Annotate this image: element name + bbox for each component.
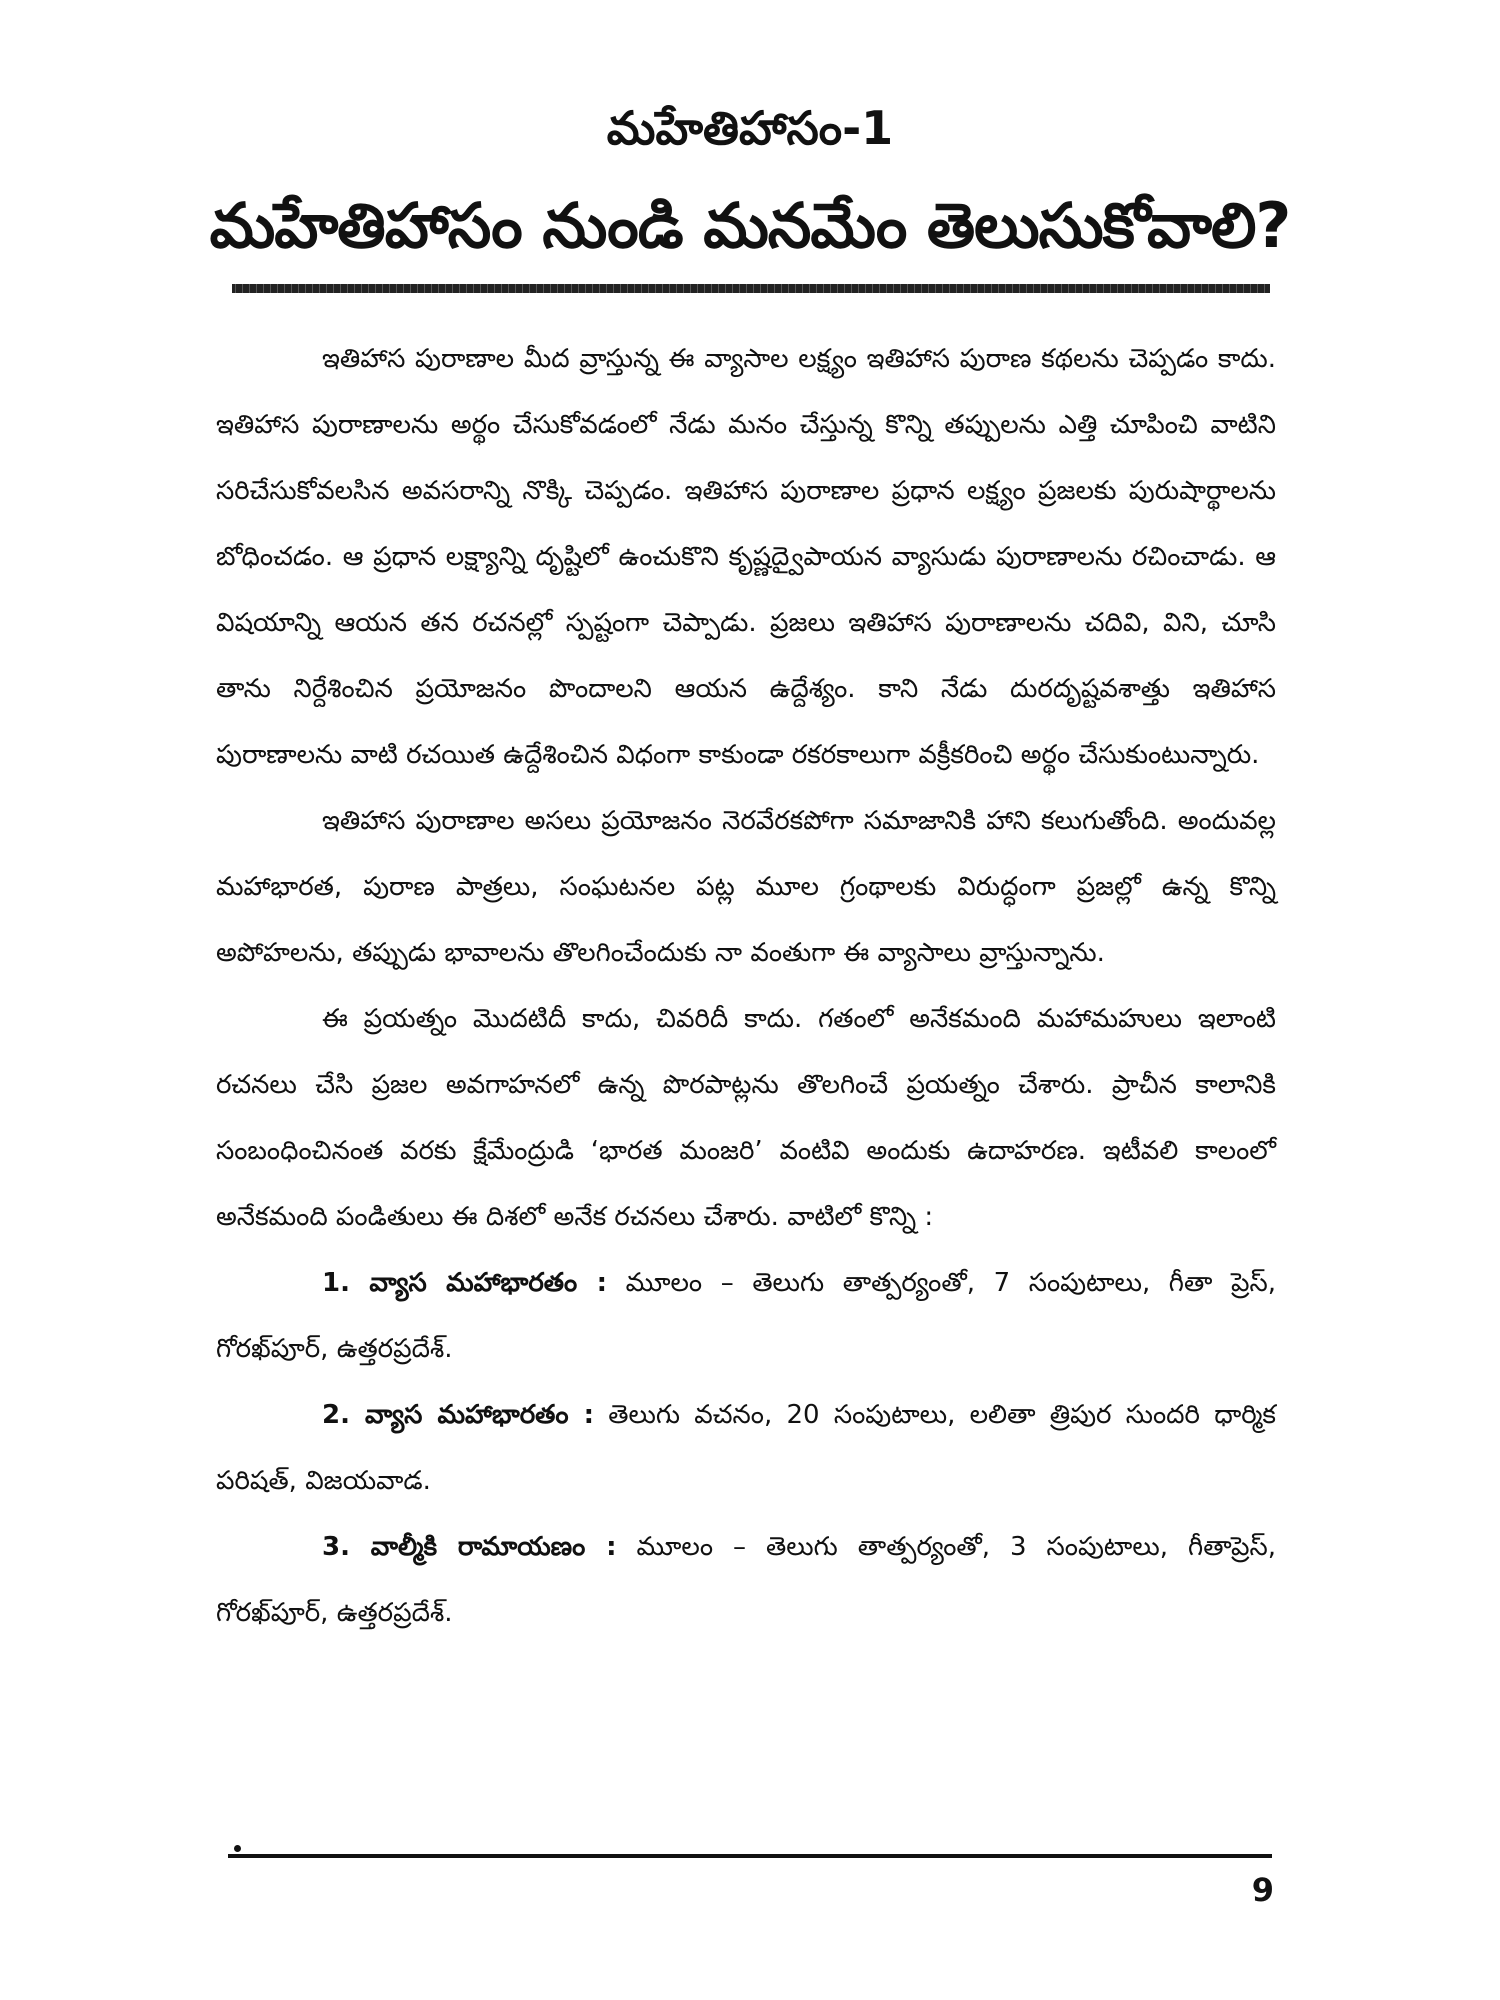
paragraph: ఈ ప్రయత్నం మొదటిదీ కాదు, చివరిదీ కాదు. గతంలో అనేకమంది మహామహులు ఇలాంటి రచనలు చేసి ప్రజల అవగాహనలో ఉన్న పొరపాట్లను తొలగించే ప్రయత్నం చేశారు. ప్రాచీన కాలానికి సంబంధించినంత వరకు క్షేమేంద్రుడి ‘భారత మంజరి’ వంటివి అందుకు ఉదాహరణ. ఇటీవలి కాలంలో అనేకమంది పండితులు ఈ దిశలో అనేక రచనలు చేశారు. వాటిలో కొన్ని : <box>216 1004 1276 1232</box>
reference-item <box>216 1250 1276 1382</box>
paragraph: ఇతిహాస పురాణాల మీద వ్రాస్తున్న ఈ వ్యాసాల లక్ష్యం ఇతిహాస పురాణ కథలను చెప్పడం కాదు. ఇతిహాస పురాణాలను అర్థం చేసుకోవడంలో నేడు మనం చేస్తున్న కొన్ని తప్పులను ఎత్తి చూపించి వాటిని సరిచేసుకోవలసిన అవసరాన్ని నొక్కి చెప్పడం. ఇతిహాస పురాణాల ప్రధాన లక్ష్యం ప్రజలకు పురుషార్థాలను బోధించడం. ఆ ప్రధాన లక్ష్యాన్ని దృష్టిలో ఉంచుకొని కృష్ణద్వైపాయన వ్యాసుడు పురాణాలను రచించాడు. ఆ విషయాన్ని ఆయన తన రచనల్లో స్పష్టంగా చెప్పాడు. ప్రజలు ఇతిహాస పురాణాలను చదివి, విని, చూసి తాను నిర్దేశించిన ప్రయోజనం పొందాలని ఆయన ఉద్దేశ్యం. కాని నేడు దురదృష్టవశాత్తు ఇతిహాస పురాణాలను వాటి రచయిత ఉద్దేశించిన విధంగా కాకుండా రకరకాలుగా వక్రీకరించి అర్థం చేసుకుంటున్నారు. <box>216 344 1276 770</box>
reference-text: తెలుగు వచనం, 20 సంపుటాలు, లలితా త్రిపుర సుందరి ధార్మిక పరిషత్, విజయవాడ. <box>216 1400 1276 1496</box>
page-number: 9 <box>1251 1871 1274 1909</box>
reference-label: 3. వాల్మీకి రామాయణం : <box>322 1532 617 1562</box>
footer-dot <box>234 1845 241 1852</box>
chapter-title: మహేతిహాసం నుండి మనమేం తెలుసుకోవాలి? <box>209 189 1291 262</box>
reference-item <box>216 1382 1276 1514</box>
body-text <box>216 326 1276 1646</box>
reference-label: 2. వ్యాస మహాభారతం : <box>322 1400 594 1430</box>
reference-text: మూలం – తెలుగు తాత్పర్యంతో, 7 సంపుటాలు, గీతా ప్రెస్, గోరఖ్‌పూర్, ఉత్తరప్రదేశ్. <box>216 1268 1276 1364</box>
reference-label: 1. వ్యాస మహాభారతం : <box>322 1268 608 1298</box>
footer-divider <box>228 1854 1272 1858</box>
reference-item <box>216 1514 1276 1646</box>
reference-text: మూలం – తెలుగు తాత్పర్యంతో, 3 సంపుటాలు, గీతాప్రెస్, గోరఖ్‌పూర్, ఉత్తరప్రదేశ్. <box>216 1532 1276 1628</box>
series-title: మహేతిహాసం-1 <box>606 101 894 155</box>
title-divider <box>232 284 1270 293</box>
paragraph: ఇతిహాస పురాణాల అసలు ప్రయోజనం నెరవేరకపోగా సమాజానికి హాని కలుగుతోంది. అందువల్ల మహాభారత, పురాణ పాత్రలు, సంఘటనల పట్ల మూల గ్రంథాలకు విరుద్ధంగా ప్రజల్లో ఉన్న కొన్ని అపోహలను, తప్పుడు భావాలను తొలగించేందుకు నా వంతుగా ఈ వ్యాసాలు వ్రాస్తున్నాను. <box>216 806 1276 968</box>
